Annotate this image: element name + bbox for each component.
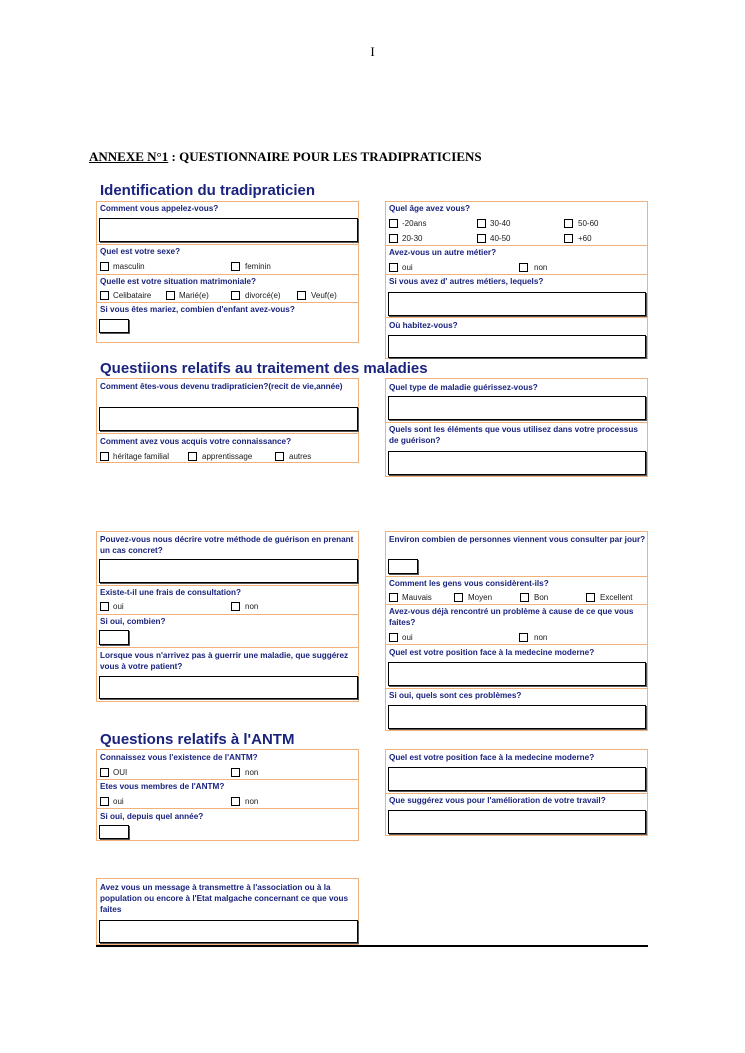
autres-metiers-input[interactable] <box>388 292 646 316</box>
option-veuf: Veuf(e) <box>311 291 337 300</box>
option-excellent: Excellent <box>600 593 633 602</box>
checkbox-bon[interactable] <box>520 593 529 602</box>
divider <box>385 245 648 246</box>
option-metier-non: non <box>534 263 548 272</box>
checkbox-probleme-non[interactable] <box>519 633 528 642</box>
section-identification-title: Identification du tradipraticien <box>100 182 316 199</box>
annexe-heading: QUESTIONNAIRE POUR LES TRADIPRATICIENS <box>179 149 482 164</box>
bottom-rule <box>96 945 648 947</box>
question-guerir: Lorsque vous n'arrivez pas à guerrir une maladie, que suggérez vous à votre patient? <box>100 651 349 671</box>
divider <box>385 793 648 794</box>
question-enfants: Si vous êtes mariez, combien d'enfant avez-vous? <box>100 305 295 314</box>
checkbox-mauvais[interactable] <box>389 593 398 602</box>
divider <box>385 604 648 605</box>
option-frais-oui: oui <box>113 602 124 611</box>
checkbox-membres-oui[interactable] <box>100 797 109 806</box>
checkbox-membres-non[interactable] <box>231 797 240 806</box>
question-metier: Avez-vous un autre métier? <box>389 248 497 257</box>
position-input[interactable] <box>388 662 646 686</box>
habitez-input[interactable] <box>388 335 646 358</box>
divider <box>96 244 359 245</box>
option-probleme-oui: oui <box>402 633 413 642</box>
section-traitement-title: Questiions relatifs au traitement des maladies <box>100 360 428 377</box>
checkbox-veuf[interactable] <box>297 291 306 300</box>
question-personnes: Environ combien de personnes viennent vous consulter par jour? <box>389 535 646 544</box>
checkbox-feminin[interactable] <box>231 262 240 271</box>
option-membres-oui: oui <box>113 797 124 806</box>
divider <box>96 585 359 586</box>
option-age-20-30: 20-30 <box>402 234 423 243</box>
option-mauvais: Mauvais <box>402 593 432 602</box>
option-masculin: masculin <box>113 262 145 271</box>
checkbox-probleme-oui[interactable] <box>389 633 398 642</box>
divider <box>96 647 359 648</box>
question-sexe: Quel est votre sexe? <box>100 247 181 256</box>
message-input[interactable] <box>99 920 358 943</box>
checkbox-age-60plus[interactable] <box>564 234 573 243</box>
checkbox-metier-non[interactable] <box>519 263 528 272</box>
question-acquis: Comment avez vous acquis votre connaissance? <box>100 437 292 446</box>
checkbox-frais-non[interactable] <box>231 602 240 611</box>
question-combien: Si oui, combien? <box>100 617 166 626</box>
personnes-input[interactable] <box>388 559 418 574</box>
divider <box>96 274 359 275</box>
option-metier-oui: oui <box>402 263 413 272</box>
divider <box>96 808 359 809</box>
question-membres: Etes vous membres de l'ANTM? <box>100 782 225 791</box>
option-celibataire: Celibataire <box>113 291 152 300</box>
divider <box>96 302 359 303</box>
guerir-input[interactable] <box>99 676 358 699</box>
combien-input[interactable] <box>99 630 129 645</box>
divider <box>96 433 359 434</box>
maladie-input[interactable] <box>388 396 646 420</box>
annee-input[interactable] <box>99 825 129 839</box>
option-age-40-50: 40-50 <box>490 234 511 243</box>
page-number: I <box>370 44 375 59</box>
suggerez-input[interactable] <box>388 810 646 834</box>
option-marie: Marié(e) <box>179 291 209 300</box>
question-nom: Comment vous appelez-vous? <box>100 204 219 213</box>
option-heritage: héritage familial <box>113 452 170 461</box>
question-problemes: Si oui, quels sont ces problèmes? <box>389 691 522 700</box>
checkbox-existence-non[interactable] <box>231 768 240 777</box>
annexe-label: ANNEXE N°1 <box>89 149 169 164</box>
option-membres-non: non <box>245 797 259 806</box>
question-methode: Pouvez-vous nous décrire votre méthode de guérison en prenant un cas concret? <box>100 535 354 555</box>
question-considerent: Comment les gens vous considèrent-ils? <box>389 579 549 588</box>
checkbox-masculin[interactable] <box>100 262 109 271</box>
option-existence-non: non <box>245 768 259 777</box>
question-age: Quel âge avez vous? <box>389 204 470 213</box>
divider <box>385 317 648 318</box>
option-age-30-40: 30-40 <box>490 219 511 228</box>
divider <box>385 688 648 689</box>
question-suggerez: Que suggérez vous pour l'amélioration de votre travail? <box>389 796 606 805</box>
option-apprentissage: apprentissage <box>202 452 253 461</box>
question-maladie: Quel type de maladie guérissez-vous? <box>389 383 538 392</box>
enfants-input[interactable] <box>99 319 129 333</box>
devenu-input[interactable] <box>99 407 358 431</box>
question-existence: Connaissez vous l'existence de l'ANTM? <box>100 753 258 762</box>
checkbox-divorce[interactable] <box>231 291 240 300</box>
checkbox-metier-oui[interactable] <box>389 263 398 272</box>
option-feminin: feminin <box>245 262 271 271</box>
checkbox-existence-oui[interactable] <box>100 768 109 777</box>
option-divorce: divorcé(e) <box>245 291 281 300</box>
checkbox-autres[interactable] <box>275 452 284 461</box>
divider <box>96 614 359 615</box>
option-bon: Bon <box>534 593 549 602</box>
checkbox-age-40-50[interactable] <box>477 234 486 243</box>
option-age-50-60: 50-60 <box>578 219 599 228</box>
checkbox-age-20-30[interactable] <box>389 234 398 243</box>
annexe-title <box>89 149 482 165</box>
divider <box>385 576 648 577</box>
option-age-20ans: -20ans <box>402 219 427 228</box>
option-existence-oui: OUI <box>113 768 128 777</box>
checkbox-celibataire[interactable] <box>100 291 109 300</box>
option-autres: autres <box>289 452 312 461</box>
option-moyen: Moyen <box>468 593 493 602</box>
question-situation: Quelle est votre situation matrimoniale? <box>100 277 257 286</box>
question-frais: Existe-t-il une frais de consultation? <box>100 588 242 597</box>
question-autres-metiers: Si vous avez d' autres métiers, lequels? <box>389 277 544 286</box>
problemes-input[interactable] <box>388 705 646 729</box>
section-antm-title: Questions relatifs à l'ANTM <box>100 731 295 748</box>
option-probleme-non: non <box>534 633 548 642</box>
question-habitez: Où habitez-vous? <box>389 321 458 330</box>
checkbox-moyen[interactable] <box>454 593 463 602</box>
question-probleme: Avez-vous déjà rencontré un problème à cause de ce que vous faites? <box>389 607 634 627</box>
checkbox-age-50-60[interactable] <box>564 219 573 228</box>
elements-input[interactable] <box>388 451 646 475</box>
divider <box>385 644 648 645</box>
checkbox-marie[interactable] <box>166 291 175 300</box>
methode-input[interactable] <box>99 559 358 583</box>
question-message: Avez vous un message à transmettre à l'association ou à la population ou encore à l'Etat malgache concernant ce que vous faites <box>100 883 349 914</box>
divider <box>385 274 648 275</box>
question-devenu: Comment êtes-vous devenu tradipraticien?(recit de vie,année) <box>100 382 343 391</box>
option-frais-non: non <box>245 602 259 611</box>
option-age-60plus: +60 <box>578 234 592 243</box>
question-elements: Quels sont les éléments que vous utilisez dans votre processus de guérison? <box>389 425 638 445</box>
checkbox-frais-oui[interactable] <box>100 602 109 611</box>
question-position: Quel est votre position face à la medecine moderne? <box>389 648 595 657</box>
divider <box>96 779 359 780</box>
checkbox-excellent[interactable] <box>586 593 595 602</box>
position-antm-input[interactable] <box>388 767 646 791</box>
checkbox-age-20ans[interactable] <box>389 219 398 228</box>
question-position-antm: Quel est votre position face à la medecine moderne? <box>389 753 595 762</box>
divider <box>385 422 648 423</box>
checkbox-age-30-40[interactable] <box>477 219 486 228</box>
question-annee: Si oui, depuis quel année? <box>100 812 204 821</box>
annexe-separator: : <box>168 149 180 164</box>
checkbox-apprentissage[interactable] <box>188 452 197 461</box>
nom-input[interactable] <box>99 218 358 242</box>
consultation-right-panel <box>385 531 648 731</box>
checkbox-heritage[interactable] <box>100 452 109 461</box>
